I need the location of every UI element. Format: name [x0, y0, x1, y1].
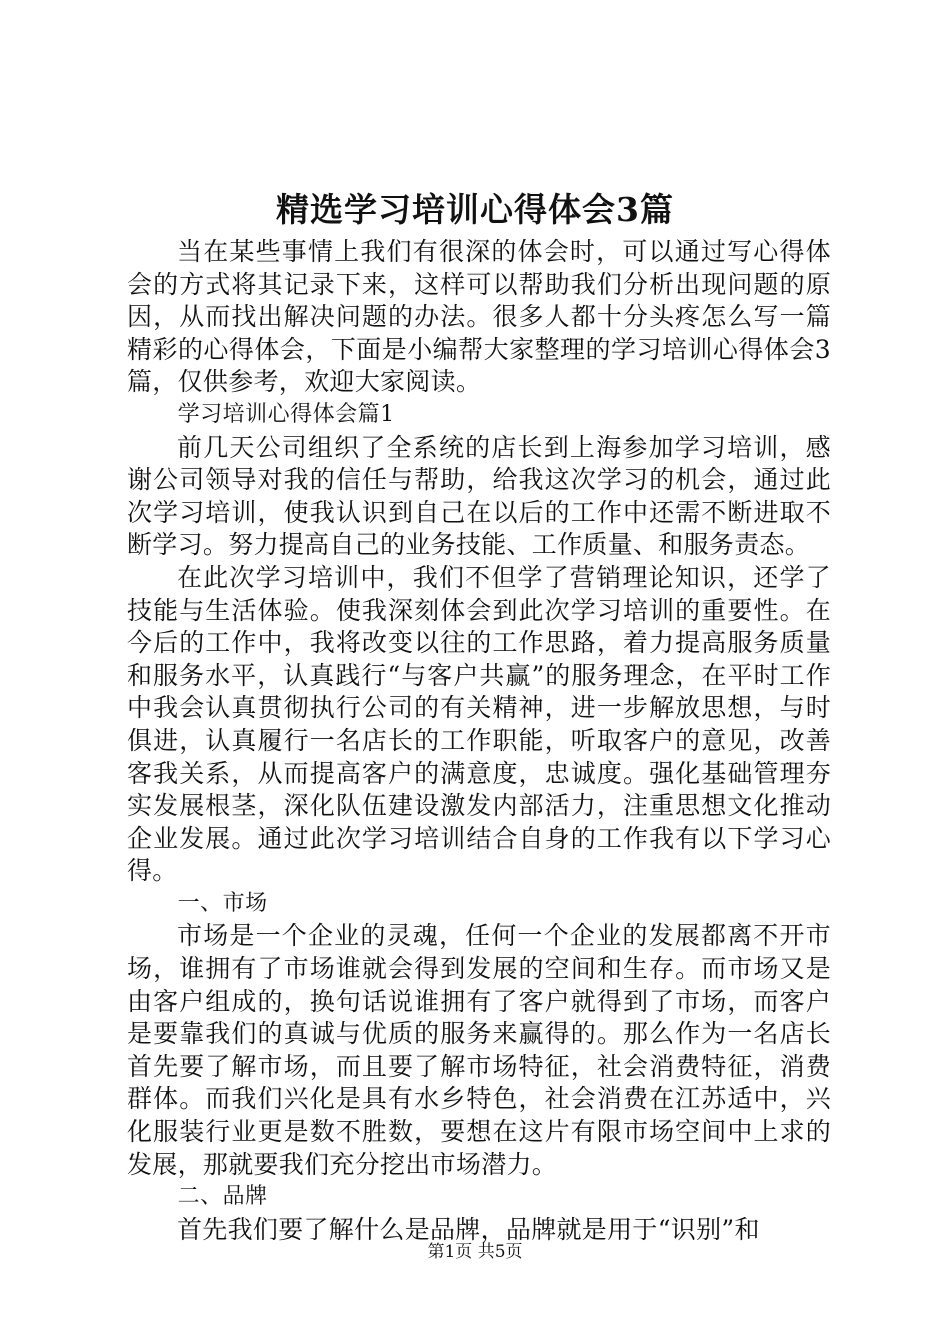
body-paragraph: 前几天公司组织了全系统的店长到上海参加学习培训，感谢公司领导对我的信任与帮助，给我这次学习的机会，通过此次学习培训，使我认识到自己在以后的工作中还需不断进取不断学习。努力提高自己的业务技能、工作质量、和服务责态。	[127, 432, 831, 560]
section-heading-part1: 学习培训心得体会篇1	[177, 401, 395, 427]
intro-paragraph: 当在某些事情上我们有很深的体会时，可以通过写心得体会的方式将其记录下来，这样可以帮助我们分析出现问题的原因，从而找出解决问题的办法。很多人都十分头疼怎么写一篇精彩的心得体会，下面是小编帮大家整理的学习培训心得体会3篇，仅供参考，欢迎大家阅读。	[127, 237, 831, 397]
page-number-footer: 第1页 共5页	[427, 1242, 523, 1262]
document-title: 精选学习培训心得体会3篇	[276, 190, 674, 229]
body-paragraph: 首先我们要了解什么是品牌，品牌就是用于“识别”和	[177, 1214, 760, 1244]
section-heading-market: 一、市场	[177, 890, 268, 916]
body-paragraph: 在此次学习培训中，我们不但学了营销理论知识，还学了技能与生活体验。使我深刻体会到此次学习培训的重要性。在今后的工作中，我将改变以往的工作思路，着力提高服务质量和服务水平，认真践行“与客户共赢”的服务理念，在平时工作中我会认真贯彻执行公司的有关精神，进一步解放思想，与时俱进，认真履行一名店长的工作职能，听取客户的意见，改善客我关系，从而提高客户的满意度，忠诚度。强化基础管理夯实发展根茎，深化队伍建设激发内部活力，注重思想文化推动企业发展。通过此次学习培训结合自身的工作我有以下学习心得。	[127, 562, 831, 886]
body-paragraph: 市场是一个企业的灵魂，任何一个企业的发展都离不开市场，谁拥有了市场谁就会得到发展的空间和生存。而市场又是由客户组成的，换句话说谁拥有了客户就得到了市场，而客户是要靠我们的真诚与优质的服务来赢得的。那么作为一名店长首先要了解市场，而且要了解市场特征，社会消费特征，消费群体。而我们兴化是具有水乡特色，社会消费在江苏适中，兴化服装行业更是数不胜数，要想在这片有限市场空间中上求的发展，那就要我们充分挖出市场潜力。	[127, 921, 831, 1179]
section-heading-brand: 二、品牌	[177, 1184, 268, 1210]
document-body	[127, 236, 831, 1246]
